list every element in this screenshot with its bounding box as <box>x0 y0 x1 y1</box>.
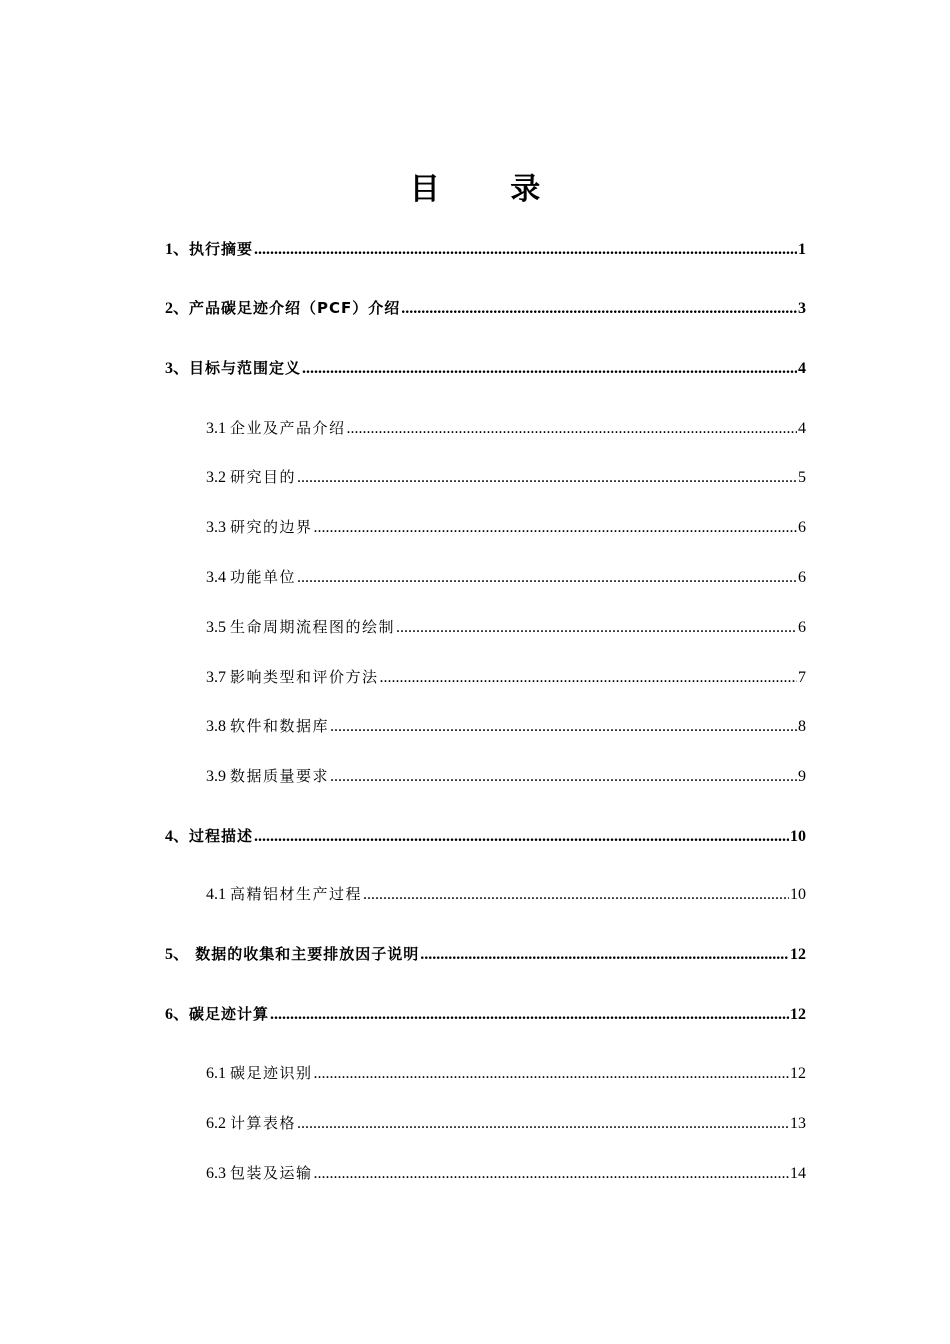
dot-leader <box>330 715 797 739</box>
dot-leader <box>314 516 797 540</box>
dot-leader <box>401 297 797 321</box>
toc-entry-2[interactable] <box>165 296 806 321</box>
toc-entry-page-number: 8 <box>798 718 806 735</box>
dot-leader <box>270 1003 789 1027</box>
toc-entry-number: 4、 <box>165 828 190 845</box>
toc-entry-number: 6.3 <box>206 1165 226 1182</box>
dot-leader <box>347 417 797 441</box>
toc-entry-label: 执行摘要 <box>189 240 254 258</box>
toc-entry-3-5[interactable] <box>206 615 806 640</box>
toc-entry-number: 6.2 <box>206 1115 226 1132</box>
toc-entry-number: 4.1 <box>206 886 226 903</box>
page-title: 目 录 <box>409 172 571 207</box>
dot-leader <box>330 765 797 789</box>
toc-entry-number: 2、 <box>165 300 190 317</box>
toc-entry-label: 高精铝材生产过程 <box>230 885 363 903</box>
toc-entry-label: 碳足迹计算 <box>189 1005 270 1023</box>
toc-entry-3-9[interactable] <box>206 764 806 789</box>
dot-leader <box>297 566 797 590</box>
toc-entry-page-number: 3 <box>798 300 806 317</box>
toc-entry-number: 6、 <box>165 1006 190 1023</box>
toc-entry-page-number: 6 <box>798 519 806 536</box>
toc-entry-page-number: 10 <box>790 886 806 903</box>
toc-entry-number: 3、 <box>165 360 190 377</box>
toc-entry-number: 3.9 <box>206 768 226 785</box>
toc-entry-5[interactable] <box>165 942 806 967</box>
toc-entry-page-number: 13 <box>790 1115 806 1132</box>
toc-entry-label: 功能单位 <box>230 568 297 586</box>
toc-entry-number: 3.1 <box>206 420 226 437</box>
toc-entry-6[interactable] <box>165 1002 806 1027</box>
toc-entry-label: 数据质量要求 <box>230 767 330 785</box>
toc-entry-label: 碳足迹识别 <box>230 1064 313 1082</box>
toc-entry-label: 研究的边界 <box>230 518 313 536</box>
dot-leader <box>314 1062 789 1086</box>
dot-leader <box>396 616 797 640</box>
toc-entry-page-number: 12 <box>790 1065 806 1082</box>
dot-leader <box>302 357 797 381</box>
toc-entry-page-number: 1 <box>798 241 806 258</box>
toc-entry-number: 3.8 <box>206 718 226 735</box>
toc-entry-4-1[interactable] <box>206 882 806 907</box>
toc-entry-page-number: 12 <box>790 946 806 963</box>
toc-entry-label: 企业及产品介绍 <box>230 419 346 437</box>
toc-entry-number: 1、 <box>165 241 190 258</box>
dot-leader <box>380 666 797 690</box>
toc-entry-number: 3.5 <box>206 619 226 636</box>
toc-entry-page-number: 14 <box>790 1165 806 1182</box>
toc-entry-3-3[interactable] <box>206 515 806 540</box>
toc-entry-label: 影响类型和评价方法 <box>230 668 379 686</box>
toc-entry-label: 生命周期流程图的绘制 <box>230 618 396 636</box>
toc-entry-number: 3.7 <box>206 669 226 686</box>
toc-entry-label: 包装及运输 <box>230 1164 313 1182</box>
toc-entry-page-number: 4 <box>798 420 806 437</box>
toc-entry-page-number: 5 <box>798 469 806 486</box>
toc-entry-3-4[interactable] <box>206 565 806 590</box>
dot-leader <box>254 825 789 849</box>
toc-entry-label: 数据的收集和主要排放因子说明 <box>189 945 420 963</box>
toc-entry-number: 3.2 <box>206 469 226 486</box>
toc-entry-label: 计算表格 <box>230 1114 297 1132</box>
dot-leader <box>363 883 789 907</box>
dot-leader <box>420 943 789 967</box>
toc-entry-6-2[interactable] <box>206 1111 806 1136</box>
dot-leader <box>254 238 797 262</box>
toc-entry-number: 3.4 <box>206 569 226 586</box>
toc-entry-page-number: 7 <box>798 669 806 686</box>
toc-entry-number: 5、 <box>165 946 190 963</box>
toc-entry-3-8[interactable] <box>206 714 806 739</box>
toc-entry-label: 目标与范围定义 <box>189 359 302 377</box>
toc-entry-3-1[interactable] <box>206 416 806 441</box>
toc-entry-number: 3.3 <box>206 519 226 536</box>
toc-entry-page-number: 4 <box>798 360 806 377</box>
dot-leader <box>297 466 797 490</box>
dot-leader <box>314 1162 789 1186</box>
toc-entry-label: 研究目的 <box>230 468 297 486</box>
toc-entry-page-number: 9 <box>798 768 806 785</box>
toc-entry-page-number: 10 <box>790 828 806 845</box>
toc-entry-3-7[interactable] <box>206 665 806 690</box>
toc-entry-page-number: 6 <box>798 619 806 636</box>
toc-entry-label: 产品碳足迹介绍（PCF）介绍 <box>189 299 401 317</box>
toc-entry-number: 6.1 <box>206 1065 226 1082</box>
toc-entry-page-number: 6 <box>798 569 806 586</box>
toc-entry-3-2[interactable] <box>206 465 806 490</box>
toc-entry-page-number: 12 <box>790 1006 806 1023</box>
toc-entry-6-1[interactable] <box>206 1061 806 1086</box>
toc-entry-4[interactable] <box>165 824 806 849</box>
dot-leader <box>297 1112 789 1136</box>
toc-entry-label: 软件和数据库 <box>230 717 330 735</box>
toc-entry-6-3[interactable] <box>206 1161 806 1186</box>
toc-entry-1[interactable] <box>165 237 806 262</box>
toc-entry-label: 过程描述 <box>189 827 254 845</box>
toc-entry-3[interactable] <box>165 356 806 381</box>
